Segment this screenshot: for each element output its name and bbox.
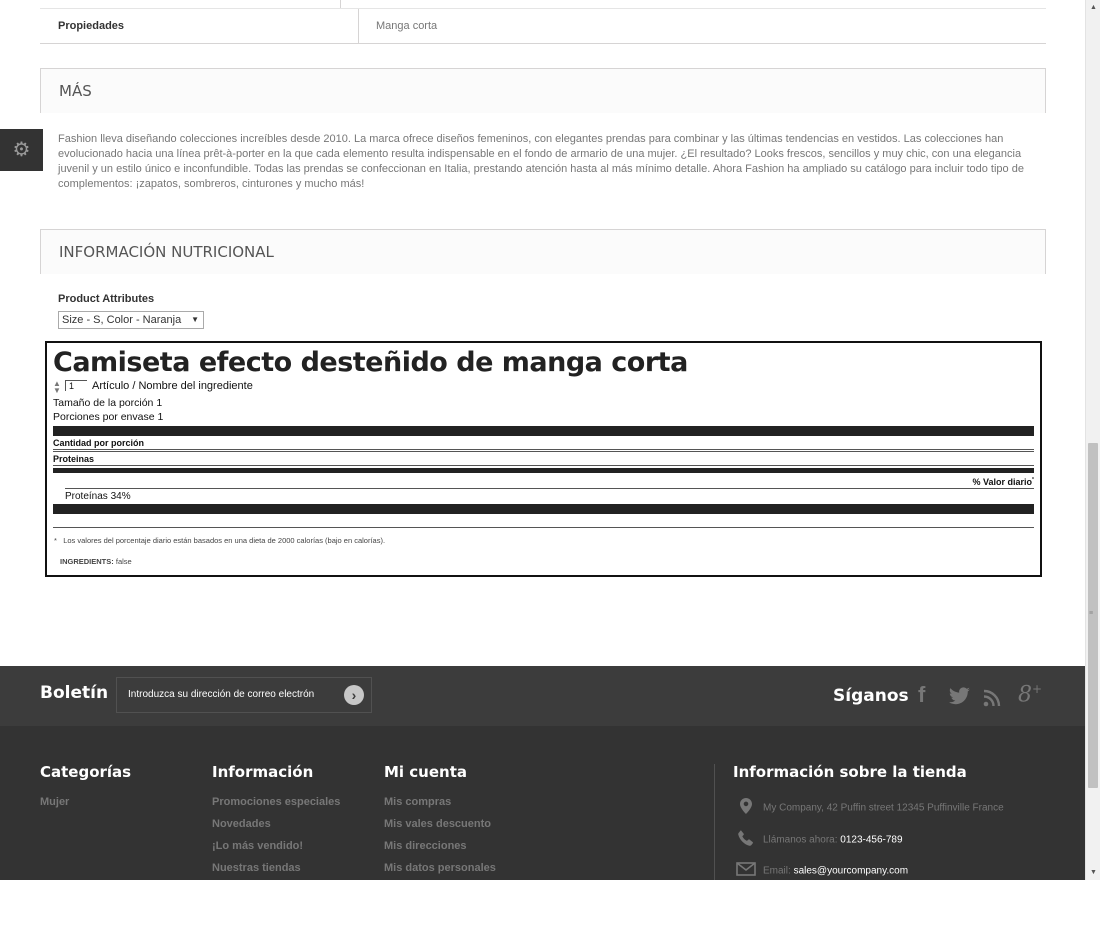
phone-icon — [736, 830, 756, 850]
settings-gear-icon[interactable]: ⚙ — [0, 129, 43, 171]
account-link-orders[interactable]: Mis compras — [384, 796, 452, 808]
chevron-down-icon: ▼ — [191, 315, 199, 324]
phone-label: Llámanos ahora: — [763, 834, 838, 846]
follow-us-title: Síganos — [833, 686, 909, 706]
nutrition-title: Camiseta efecto desteñido de manga corta — [53, 347, 688, 378]
newsletter-submit-arrow-icon[interactable]: › — [344, 685, 364, 705]
footer-newsletter-bar — [0, 666, 1085, 726]
information-title: Información — [212, 763, 314, 781]
footnote-text: Los valores del porcentaje diario están basados en una dieta de 2000 calorías (bajo en calorías). — [63, 536, 386, 545]
divider-thin — [53, 527, 1034, 528]
divider-thin — [65, 488, 1034, 489]
divider-medium — [53, 468, 1034, 473]
rss-icon[interactable] — [983, 689, 1001, 707]
divider-thin — [53, 465, 1034, 466]
divider-thin — [53, 451, 1034, 452]
info-link-new[interactable]: Novedades — [212, 818, 271, 830]
servings-per-container: Porciones por envase 1 — [53, 411, 164, 423]
product-attributes-label: Product Attributes — [58, 293, 155, 305]
store-address — [736, 798, 1004, 818]
nutrition-facts-box — [45, 341, 1042, 577]
twitter-icon[interactable] — [948, 687, 971, 706]
divider-thick — [53, 426, 1034, 436]
scroll-down-arrow-icon[interactable]: ▼ — [1090, 869, 1097, 876]
more-section-title: MÁS — [59, 82, 92, 100]
newsletter-email-input[interactable] — [116, 677, 372, 713]
footer-links — [0, 726, 1085, 880]
phone-number[interactable]: 0123-456-789 — [840, 834, 903, 846]
product-description: Fashion lleva diseñando colecciones increíbles desde 2010. La marca ofrece diseños femeninos, con elegantes prendas para combinar y las últimas tendencias en vestidos. Las colecciones han evolucionado hacia una línea prêt-à-porter en la que cada elemento resulta indispensable en el fondo de armario de una mujer. ¿El resultado? Looks frescos, sencillos y muy chic, con una elegancia juvenil y un estilo único e inconfundible. Todas las prendas se confeccionan en Italia, prestando atención hasta al más mínimo detalle. Ahora Fashion ha ampliado su catálogo para incluir todo tipo de complementos: ¡zapatos, sombreros, cinturones y mucho más! — [58, 133, 1024, 190]
store-phone — [736, 830, 903, 850]
datasheet-row — [40, 8, 1046, 44]
serving-size: Tamaño de la porción 1 — [53, 397, 163, 409]
email-label: Email: — [763, 865, 791, 877]
product-attributes-selected: Size - S, Color - Naranja — [62, 314, 182, 326]
datasheet-key: Propiedades — [40, 9, 359, 43]
facebook-icon[interactable]: f — [918, 682, 926, 707]
divider-thin — [53, 449, 1034, 450]
category-link-mujer[interactable]: Mujer — [40, 796, 70, 808]
scroll-up-arrow-icon[interactable]: ▲ — [1090, 4, 1097, 11]
daily-value-header — [973, 477, 1034, 487]
daily-value-text: % Valor diario — [972, 477, 1033, 487]
newsletter-title: Boletín — [40, 683, 109, 703]
nutrition-section-header — [40, 229, 1046, 274]
quantity-input[interactable]: 1 — [65, 380, 87, 391]
account-link-addresses[interactable]: Mis direcciones — [384, 840, 467, 852]
datasheet-value: Manga corta — [376, 20, 438, 32]
info-link-bestsellers[interactable]: ¡Lo más vendido! — [212, 840, 304, 852]
more-section-header — [40, 68, 1046, 113]
google-plus-icon[interactable]: 8+ — [1018, 682, 1043, 708]
footer-divider — [714, 764, 715, 880]
product-attributes-select[interactable] — [58, 311, 204, 329]
scrollbar-grip-icon: ≡ — [1089, 610, 1094, 617]
amount-per-serving: Cantidad por porción — [53, 438, 144, 448]
store-email — [736, 862, 908, 880]
quantity-label: Artículo / Nombre del ingrediente — [92, 380, 253, 392]
ingredients-line — [60, 557, 132, 566]
vertical-scrollbar[interactable] — [1085, 0, 1100, 880]
email-address[interactable]: sales@yourcompany.com — [793, 865, 909, 877]
account-link-personal-data[interactable]: Mis datos personales — [384, 862, 496, 874]
divider-thick — [53, 504, 1034, 514]
footnote-asterisk: * — [54, 536, 57, 545]
nutrition-section-title: INFORMACIÓN NUTRICIONAL — [59, 243, 274, 261]
daily-value-asterisk: * — [1032, 477, 1034, 483]
info-link-stores[interactable]: Nuestras tiendas — [212, 862, 301, 874]
daily-value-footnote — [54, 536, 385, 545]
quantity-spinner-icon[interactable]: ▲ ▼ — [53, 379, 61, 395]
protein-heading: Proteinas — [53, 454, 95, 464]
account-title: Mi cuenta — [384, 763, 468, 781]
account-link-vouchers[interactable]: Mis vales descuento — [384, 818, 491, 830]
newsletter-placeholder: Introduzca su dirección de correo electrón — [128, 689, 315, 700]
envelope-icon — [736, 862, 756, 880]
categories-title: Categorías — [40, 763, 132, 781]
map-marker-icon — [736, 798, 756, 818]
info-link-promotions[interactable]: Promociones especiales — [212, 796, 341, 808]
store-info-title: Información sobre la tienda — [733, 763, 967, 781]
ingredients-value: false — [115, 557, 132, 566]
protein-value-row: Proteínas 34% — [65, 491, 131, 502]
store-address-text: My Company, 42 Puffin street 12345 Puffinville France — [763, 802, 1004, 814]
ingredients-label: INGREDIENTS: — [60, 557, 114, 566]
